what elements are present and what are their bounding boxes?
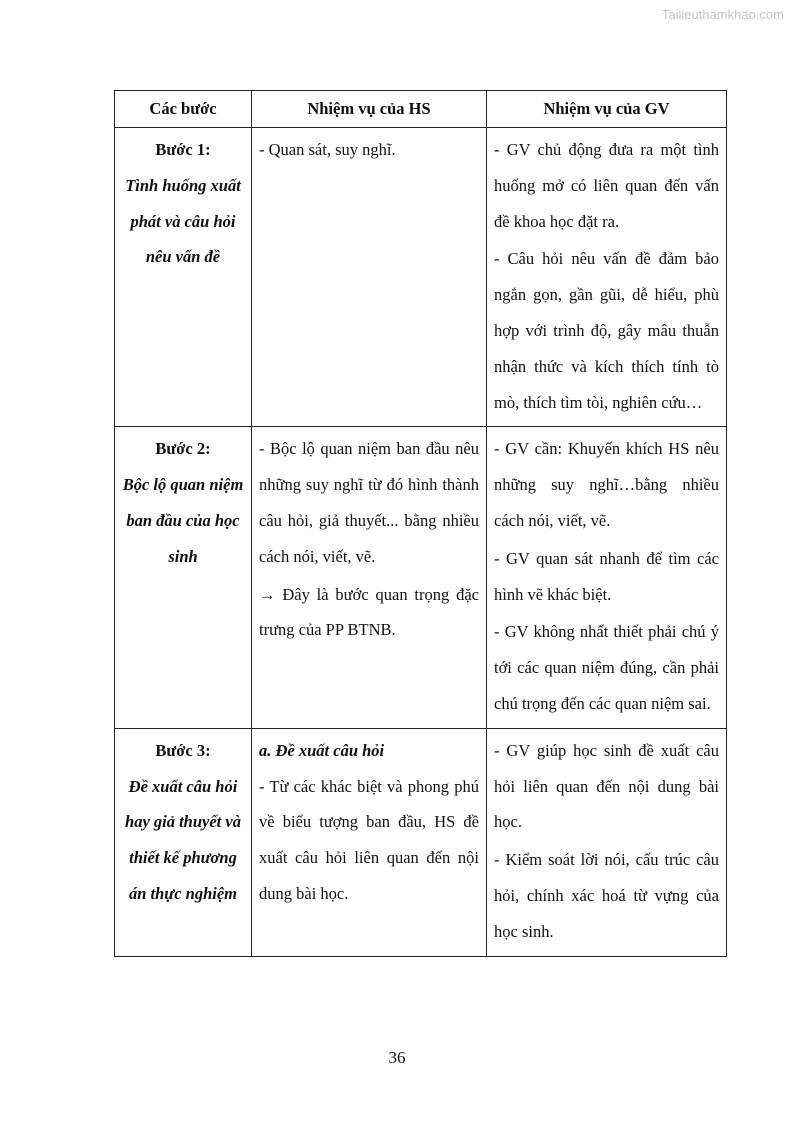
student-task-cell: [252, 728, 487, 956]
student-task: → Đây là bước quan trọng đặc trưng của PP BTNB.: [259, 584, 479, 640]
step-title: Đề xuất câu hỏi hay giả thuyết và thiết kế phương án thực nghiệm: [125, 776, 241, 903]
teacher-task: - Kiểm soát lời nói, cấu trúc câu hỏi, chính xác hoá từ vựng của học sinh.: [494, 850, 719, 941]
teacher-task: - GV chủ động đưa ra một tình huống mở có liên quan đến vấn đề khoa học đặt ra.: [494, 140, 719, 231]
student-task-cell: [252, 128, 487, 427]
teacher-task: - Câu hỏi nêu vấn đề đảm bảo ngắn gọn, gần gũi, dễ hiểu, phù hợp với trình độ, gây mâu thuẫn nhận thức và kích thích tính tò mò, thích tìm tòi, nghiên cứu…: [494, 249, 719, 412]
steps-table: [114, 90, 727, 957]
step-cell: [115, 728, 252, 956]
table-row-step-3: [115, 728, 727, 956]
student-task: - Từ các khác biệt và phong phú về biểu tượng ban đầu, HS đề xuất câu hỏi liên quan đến nội dung bài học.: [259, 776, 479, 903]
student-task-heading: a. Đề xuất câu hỏi: [259, 740, 385, 760]
teacher-task-cell: [487, 427, 727, 728]
watermark: Tailieuthamkhao.com: [661, 7, 784, 22]
teacher-task: - GV giúp học sinh đề xuất câu hỏi liên quan đến nội dung bài học.: [494, 740, 719, 832]
teacher-task-cell: [487, 728, 727, 956]
step-label: Bước 3:: [155, 740, 211, 760]
teacher-task: - GV cần: Khuyến khích HS nêu những suy nghĩ…bằng nhiều cách nói, viết, vẽ.: [494, 439, 719, 530]
table-row-step-1: [115, 128, 727, 427]
teacher-task-cell: [487, 128, 727, 427]
step-title: Tình huống xuất phát và câu hỏi nêu vấn đề: [125, 175, 241, 267]
header-student-tasks: Nhiệm vụ của HS: [252, 91, 487, 128]
step-cell: [115, 128, 252, 427]
step-cell: [115, 427, 252, 728]
header-row: [115, 91, 727, 128]
step-title: Bộc lộ quan niệm ban đầu của học sinh: [122, 475, 244, 566]
student-task: - Quan sát, suy nghĩ.: [259, 140, 396, 159]
teacher-task: - GV quan sát nhanh để tìm các hình vẽ khác biệt.: [494, 548, 719, 604]
header-steps: Các bước: [115, 91, 252, 128]
table-row-step-2: [115, 427, 727, 728]
student-task-cell: [252, 427, 487, 728]
step-label: Bước 1:: [155, 140, 211, 159]
step-label: Bước 2:: [155, 439, 211, 459]
student-task: - Bộc lộ quan niệm ban đầu nêu những suy nghĩ từ đó hình thành câu hỏi, giả thuyết... bằng nhiều cách nói, viết, vẽ.: [259, 439, 479, 566]
page-number: 36: [388, 1048, 406, 1067]
teacher-task: - GV không nhất thiết phải chú ý tới các quan niệm đúng, cần phải chú trọng đến các quan niệm sai.: [494, 622, 719, 713]
header-teacher-tasks: Nhiệm vụ của GV: [487, 91, 727, 128]
